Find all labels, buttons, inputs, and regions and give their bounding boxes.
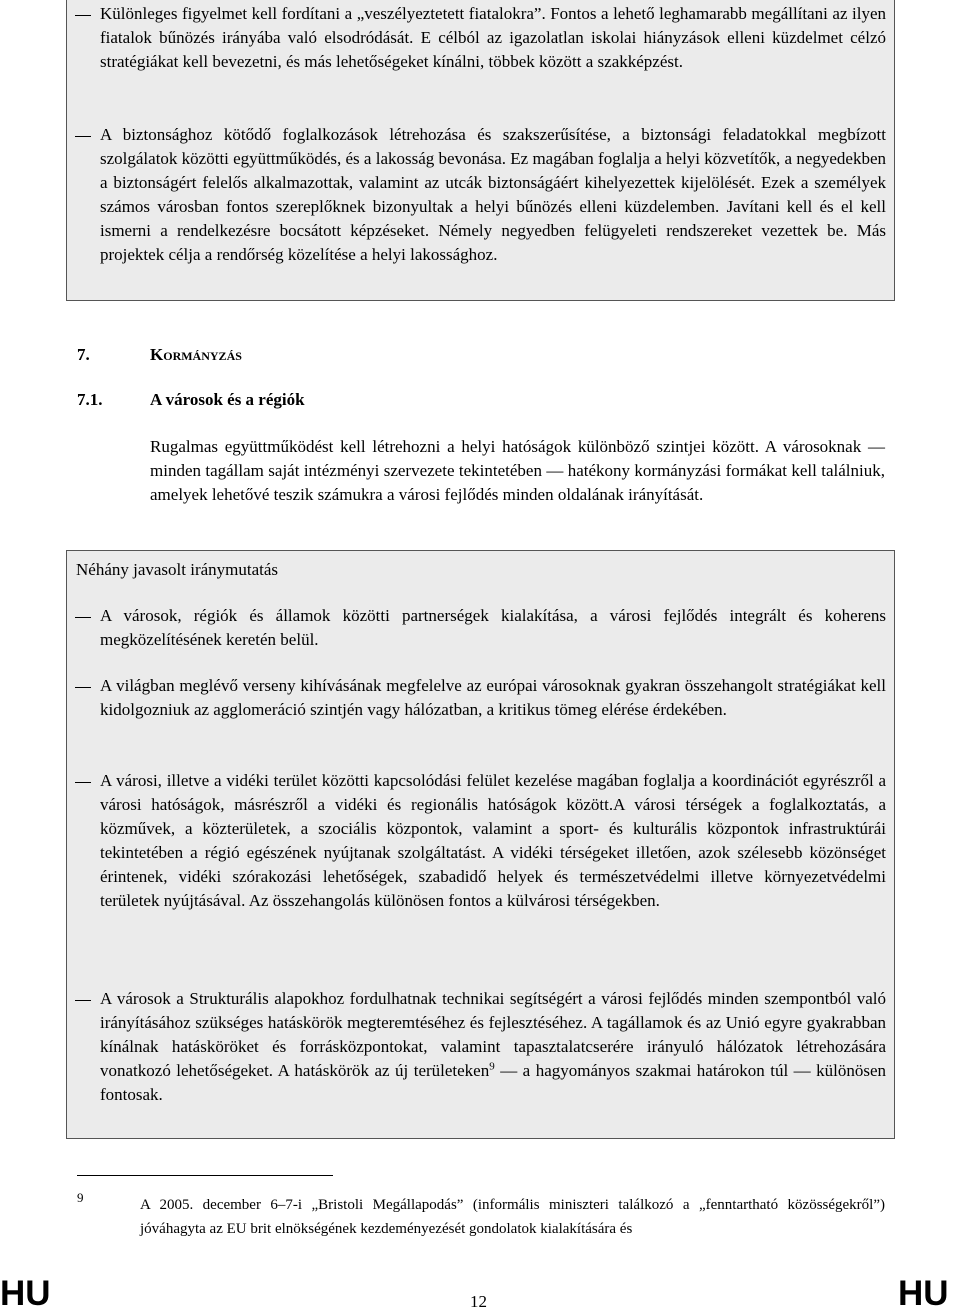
bullet-dash (75, 1000, 91, 1001)
footnote-text: A 2005. december 6–7-i „Bristoli Megállapodás” (informális miniszteri találkozó a „fenntartható közösségekről”) jóváhagyta az EU brit elnökségének kezdeményezését gondolatok kialakítására és (140, 1197, 885, 1237)
intro-paragraph: Rugalmas együttműködést kell létrehozni a helyi hatóságok különböző szintjei között. A városoknak — minden tagállam saját intézményi szervezete tekintetében — hatékony kormányzási formákat kell találniuk, amelyek lehetővé teszik számukra a városi fejlődés minden oldalának irányítását. (150, 437, 885, 505)
bullet-dash (75, 617, 91, 618)
box-title: Néhány javasolt iránymutatás (76, 560, 279, 579)
subsection-number: 7.1. (77, 390, 103, 409)
subsection-title: A városok és a régiók (150, 390, 305, 409)
language-code-left: HU (0, 1274, 51, 1313)
box1-item-1: Különleges figyelmet kell fordítani a „veszélyeztetett fiatalokra”. Fontos a lehető leghamarabb megállítani az ilyen fiatalok bűnözés irányába való elsodródását. E célból az igazolatlan iskolai hiányzások elleni küzdelmet célzó stratégiákat kell bevezetni, és más lehetőségeket kínálni, többek között a szakképzést. (100, 4, 886, 72)
section-title: Kormányzás (150, 345, 242, 364)
box2-item-4: A városok a Strukturális alapokhoz fordulhatnak technikai segítségért a városi fejlődés minden szempontból való irányításához szükséges hatáskörök megteremtéséhez és fejlesztéséhez. A tagállamok és az Unió egyre gyakrabban kínálnak hatásköröket és forrásközpontokat, valamint tapasztalatcserére irányuló hálózatok létrehozására vonatkozó lehetőségeket. A hatáskörök az új területeken$^9$ — a hagyományos szakmai határokon túl — különösen fontosak. (100, 989, 886, 1105)
footnote-separator (77, 1175, 333, 1176)
page-number: 12 (470, 1292, 487, 1311)
footnote-reference: 9 (489, 1060, 495, 1073)
box2-item-1: A városok, régiók és államok közötti partnerségek kialakítása, a városi fejlődés integrált és koherens megközelítésének keretén belül. (100, 606, 886, 650)
section-number: 7. (77, 345, 90, 364)
bullet-dash (75, 782, 91, 783)
box2-item-3: A városi, illetve a vidéki terület közötti kapcsolódási felület kezelése magában foglalja a koordinációt egyrészről a városi hatóságok, másrészről a vidéki és regionális hatóságok között.A városi térségek a foglalkoztatás, a közművek, a közterületek, a szociális központok, valamint a sport- és kulturális központok infrastruktúrái tekintetében a régió egészének nyújtanak szolgáltatást. A vidéki térségeket illetően, azok szélesebb közönséget érintenek, vidéki szórakozási lehetőségek, szabadidő helyek és természetvédelmi illetve környezetvédelmi területek nyújtásával. Az összehangolás különösen fontos a külvárosi térségekben. (100, 771, 886, 911)
language-code-right: HU (898, 1274, 949, 1313)
box1-item-2: A biztonsághoz kötődő foglalkozások létrehozása és szakszerűsítése, a biztonsági feladatokkal megbízott szolgálatok közötti együttműködés, és a lakosság bevonása. Ez magában foglalja a helyi közvetítők, a negyedekben a biztonságért felelős alkalmazottak, valamint az utcák biztonságáért kihelyezettek kijelölését. Ezek a személyek számos városban fontos szereplőknek bizonyultak a helyi bűnözés elleni küzdelemben. Javítani kell és el kell ismerni a rendelkezésre bocsátott képzéseket. Némely negyedben felügyeleti rendszereket vezettek be. Más projektek célja a rendőrség közelítése a helyi lakossághoz. (100, 125, 887, 265)
box2-item-2: A világban meglévő verseny kihívásának megfelelve az európai városoknak gyakran összehangolt stratégiákat kell kidolgozniuk az agglomeráció szintjén vagy hálózatban, a kritikus tömeg elérése érdekében. (100, 676, 886, 720)
bullet-dash (75, 15, 91, 16)
footnote-mark: 9 (77, 1190, 84, 1205)
bullet-dash (75, 136, 91, 137)
bullet-dash (75, 687, 91, 688)
